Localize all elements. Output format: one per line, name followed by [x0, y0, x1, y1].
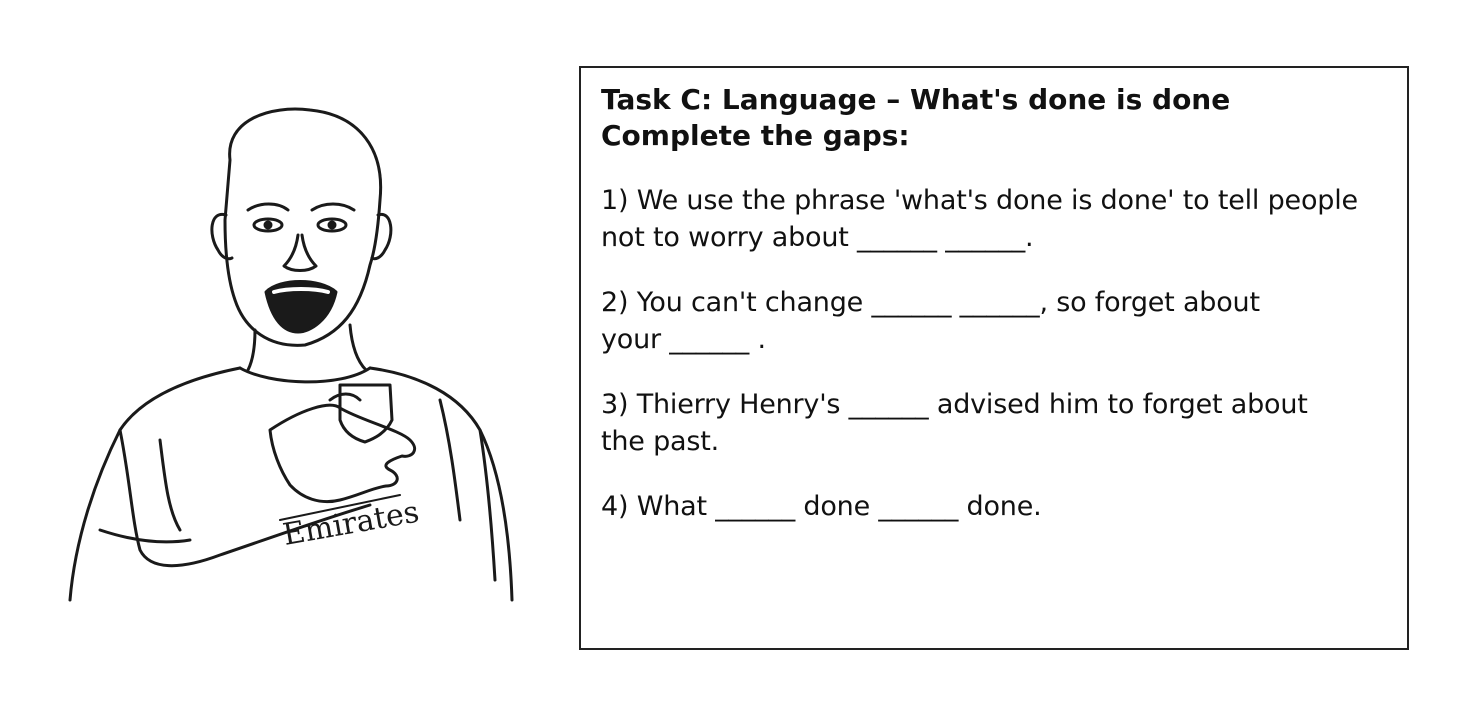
question-line: 4) What ______ done ______ done.: [601, 491, 1042, 522]
question-line: not to worry about ______ ______.: [601, 222, 1034, 253]
man-hand-on-chest-icon: [40, 100, 540, 610]
shirt-sponsor-text: Emirates: [280, 494, 422, 553]
question-3: [601, 386, 1387, 460]
question-line: 1) We use the phrase 'what's done is done' to tell people: [601, 185, 1358, 216]
question-line: your ______ .: [601, 324, 766, 355]
task-title: Task C: Language – What's done is done: [601, 83, 1231, 116]
task-box: [579, 66, 1409, 650]
task-subtitle: Complete the gaps:: [601, 119, 910, 152]
question-line: 3) Thierry Henry's ______ advised him to forget about: [601, 389, 1308, 420]
question-line: the past.: [601, 426, 720, 457]
man-hand-on-chest-illustration: [40, 100, 540, 610]
question-1: [601, 182, 1387, 256]
question-4: [601, 488, 1387, 525]
question-2: [601, 284, 1387, 358]
question-line: 2) You can't change ______ ______, so forget about: [601, 287, 1260, 318]
